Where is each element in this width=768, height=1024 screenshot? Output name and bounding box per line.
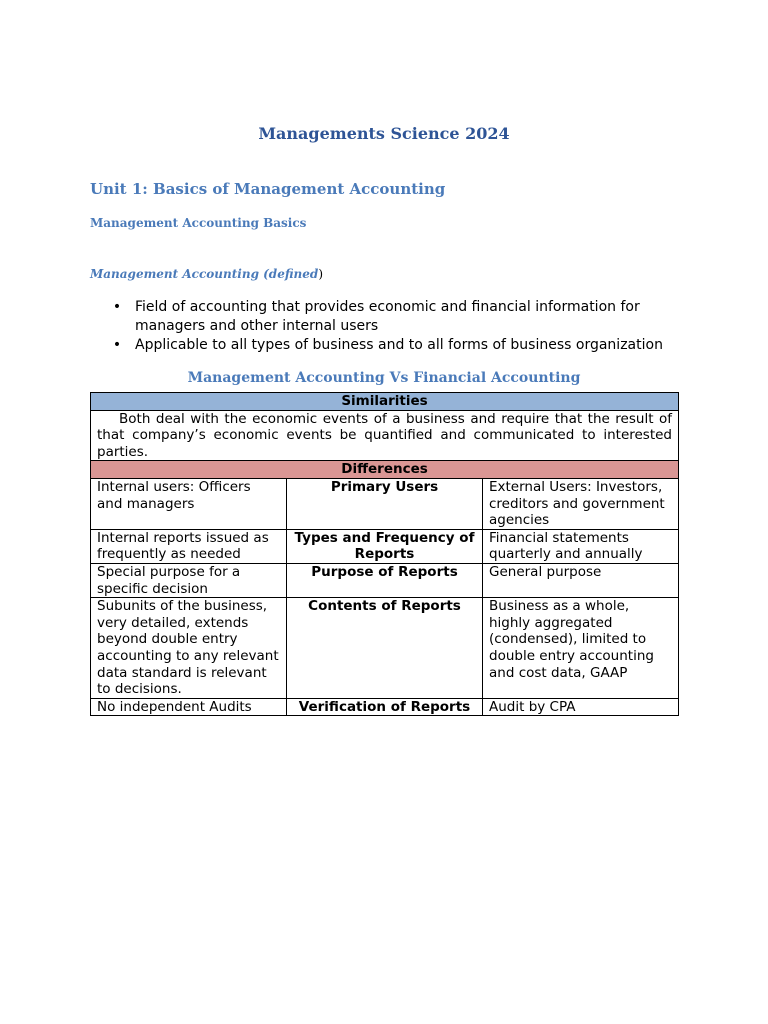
defined-heading-text: Management Accounting (defined	[90, 267, 319, 281]
similarities-cell	[91, 410, 679, 461]
bullet-text: Applicable to all types of business and to all forms of business organization	[135, 337, 663, 353]
differences-header-row	[91, 461, 679, 479]
aspect-cell: Contents of Reports	[287, 598, 483, 699]
defined-heading	[90, 267, 323, 281]
bullet-icon: •	[112, 299, 122, 315]
management-cell: Special purpose for a specific decision	[91, 563, 287, 597]
table-row	[91, 598, 679, 699]
financial-cell: Business as a whole, highly aggregated (condensed), limited to double entry accounting and cost data, GAAP	[483, 598, 679, 699]
aspect-cell: Verification of Reports	[287, 698, 483, 716]
bullet-item	[110, 336, 670, 355]
bullet-icon: •	[112, 337, 122, 353]
document-title: Managements Science 2024	[258, 124, 510, 143]
management-cell: Internal users: Officers and managers	[91, 478, 287, 529]
table-row	[91, 478, 679, 529]
table-row	[91, 529, 679, 563]
management-cell: No independent Audits	[91, 698, 287, 716]
management-cell: Subunits of the business, very detailed, extends beyond double entry accounting to any relevant data standard is relevant to decisions.	[91, 598, 287, 699]
aspect-cell: Purpose of Reports	[287, 563, 483, 597]
table-row	[91, 698, 679, 716]
similarities-text: Both deal with the economic events of a business and require that the result of that company’s economic events be quantified and communicated to interested parties.	[97, 410, 673, 460]
financial-cell: General purpose	[483, 563, 679, 597]
section-heading: Management Accounting Basics	[90, 216, 307, 230]
financial-cell: Audit by CPA	[483, 698, 679, 716]
management-cell: Internal reports issued as frequently as needed	[91, 529, 287, 563]
unit-heading: Unit 1: Basics of Management Accounting	[90, 180, 446, 198]
aspect-cell: Primary Users	[287, 478, 483, 529]
bullet-text: Field of accounting that provides economic and financial information for managers and other internal users	[135, 299, 640, 334]
bullet-item	[110, 298, 670, 336]
definition-bullet-list	[110, 298, 670, 355]
differences-header: Differences	[91, 461, 679, 479]
table-row	[91, 563, 679, 597]
defined-heading-paren: )	[318, 267, 323, 281]
similarities-row	[91, 410, 679, 461]
similarities-header-row	[91, 393, 679, 411]
comparison-table	[90, 392, 679, 716]
financial-cell: Financial statements quarterly and annually	[483, 529, 679, 563]
similarities-header: Similarities	[91, 393, 679, 411]
aspect-cell: Types and Frequency of Reports	[287, 529, 483, 563]
financial-cell: External Users: Investors, creditors and government agencies	[483, 478, 679, 529]
comparison-title: Management Accounting Vs Financial Accounting	[187, 370, 581, 386]
